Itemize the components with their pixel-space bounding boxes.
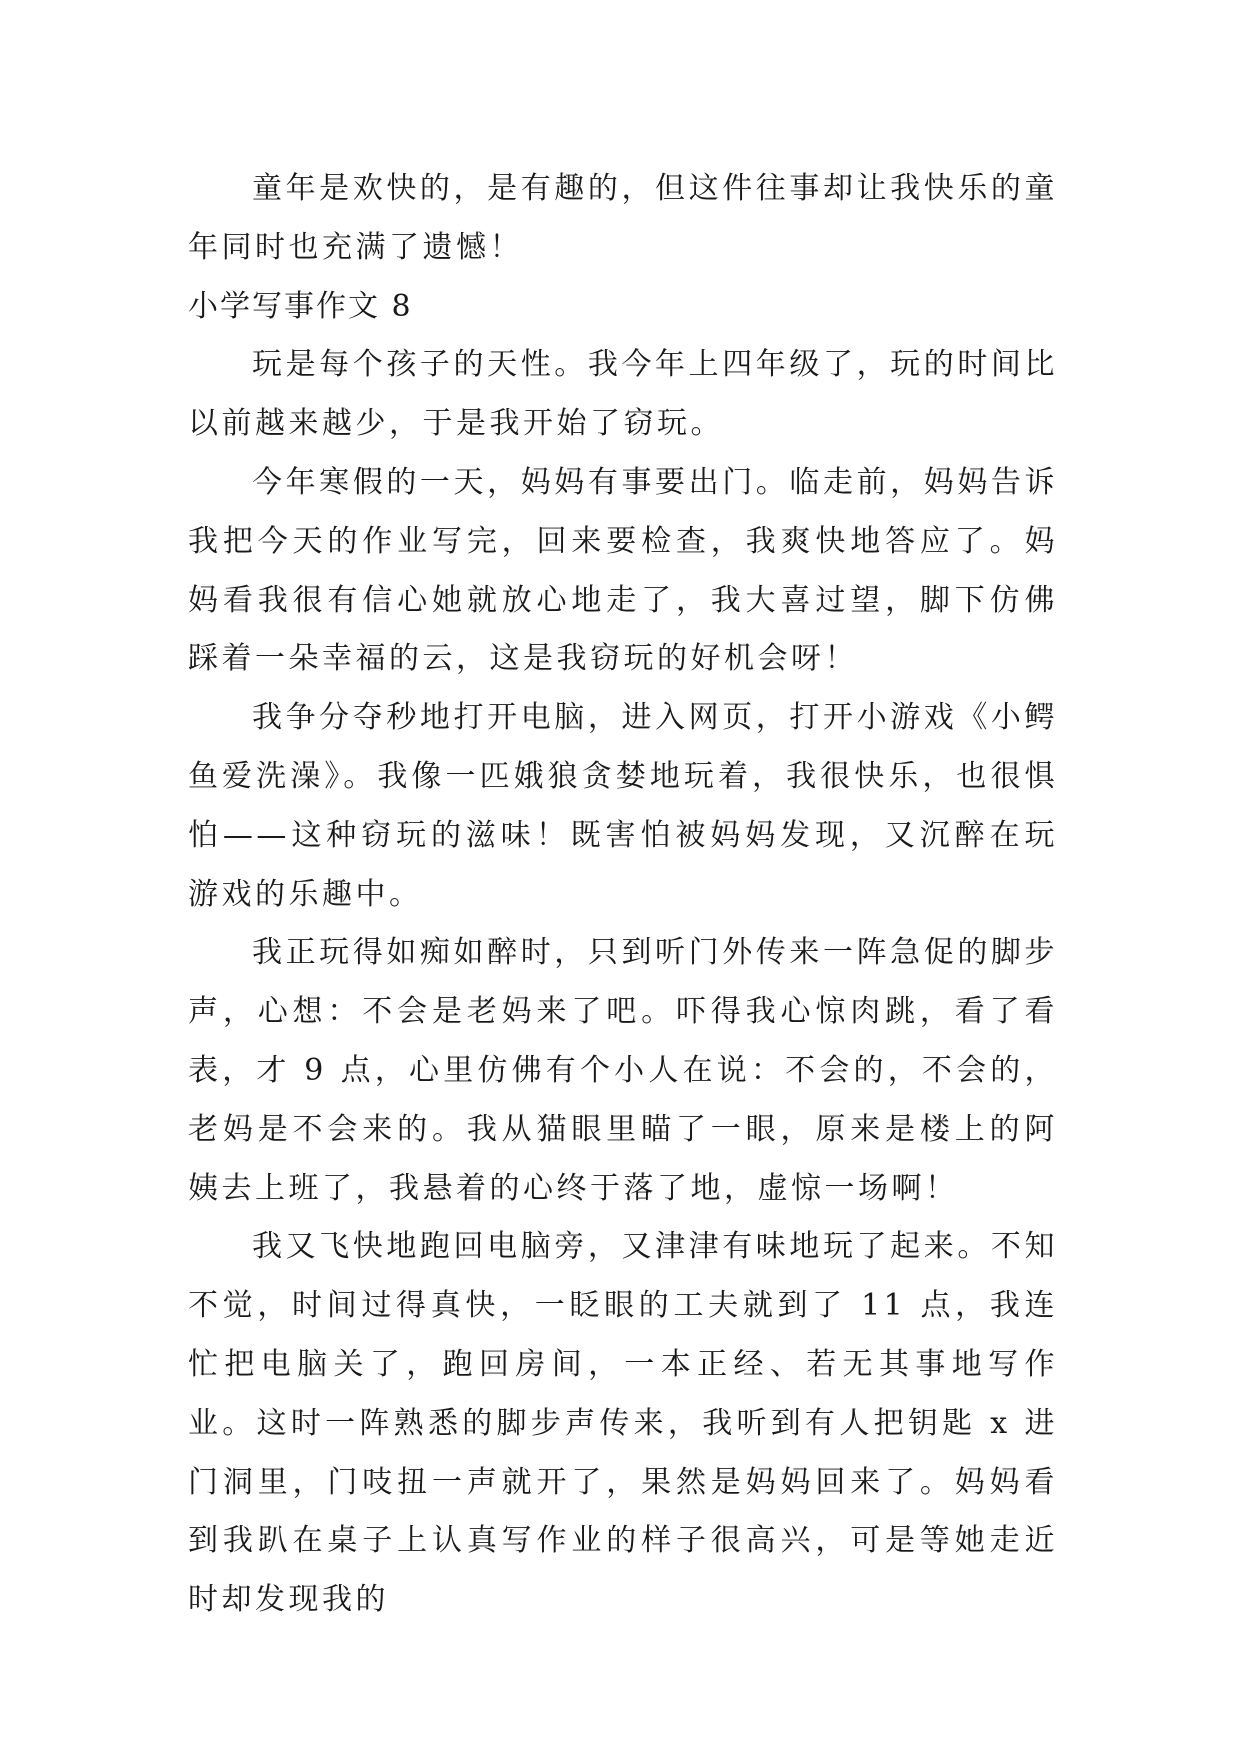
document-body: [188, 160, 1058, 1630]
paragraph-winter-holiday: 今年寒假的一天，妈妈有事要出门。临走前，妈妈告诉我把今天的作业写完，回来要检查，我爽快地答应了。妈妈看我很有信心她就放心地走了，我大喜过望，脚下仿佛踩着一朵幸福的云，这是我窃玩的好机会呀！: [188, 464, 1058, 677]
essay-title: 小学写事作文 8: [188, 288, 413, 324]
paragraph-mother-returns: 我又飞快地跑回电脑旁，又津津有味地玩了起来。不知不觉，时间过得真快，一眨眼的工夫就到了 11 点，我连忙把电脑关了，跑回房间，一本正经、若无其事地写作业。这时一阵熟悉的脚步声传来，我听到有人把钥匙 x 进门洞里，门吱扭一声就开了，果然是妈妈回来了。妈妈看到我趴在桌子上认真写作业的样子很高兴，可是等她走近时却发现我的: [188, 1229, 1058, 1618]
paragraph-computer-game: 我争分夺秒地打开电脑，进入网页，打开小游戏《小鳄鱼爱洗澡》。我像一匹娥狼贪婪地玩着，我很快乐，也很惧怕——这种窃玩的滋味！既害怕被妈妈发现，又沉醉在玩游戏的乐趣中。: [188, 700, 1058, 912]
paragraph-footsteps: 我正玩得如痴如醉时，只到听门外传来一阵急促的脚步声，心想：不会是老妈来了吧。吓得我心惊肉跳，看了看表，才 9 点，心里仿佛有个小人在说：不会的，不会的，老妈是不会来的。我从猫眼里瞄了一眼，原来是楼上的阿姨去上班了，我悬着的心终于落了地，虚惊一场啊！: [188, 935, 1058, 1206]
paragraph-play-nature: 玩是每个孩子的天性。我今年上四年级了，玩的时间比以前越来越少，于是我开始了窃玩。: [188, 347, 1058, 442]
paragraph-childhood-regret: 童年是欢快的，是有趣的，但这件往事却让我快乐的童年同时也充满了遗憾！: [188, 171, 1058, 265]
